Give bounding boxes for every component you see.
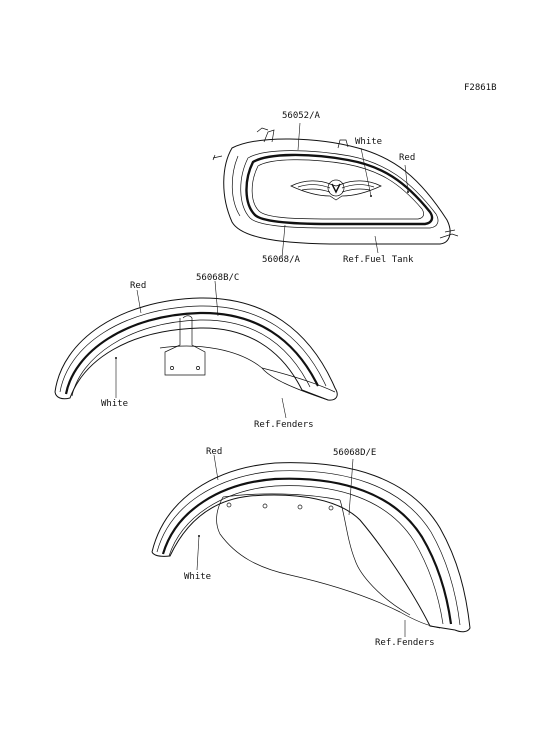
part-number-56068bc: 56068B/C bbox=[196, 273, 240, 283]
color-label-red: Red bbox=[206, 447, 223, 457]
color-label-white: White bbox=[184, 572, 212, 582]
ref-fuel-tank: Ref.Fuel Tank bbox=[343, 255, 414, 265]
ref-fenders: Ref.Fenders bbox=[375, 638, 435, 648]
wing-emblem-icon bbox=[291, 180, 381, 200]
color-label-white: White bbox=[355, 137, 383, 147]
fuel-tank-illustration bbox=[213, 123, 458, 258]
part-number-56068a: 56068/A bbox=[262, 255, 300, 265]
part-number-56052a: 56052/A bbox=[282, 111, 320, 121]
color-label-white: White bbox=[101, 399, 129, 409]
rear-fender-illustration bbox=[152, 455, 470, 637]
front-fender-illustration bbox=[55, 281, 337, 418]
figure-code: F2861B bbox=[464, 83, 497, 93]
color-label-red: Red bbox=[399, 153, 416, 163]
color-label-red: Red bbox=[130, 281, 147, 291]
ref-fenders: Ref.Fenders bbox=[254, 420, 314, 430]
part-number-56068de: 56068D/E bbox=[333, 448, 377, 458]
